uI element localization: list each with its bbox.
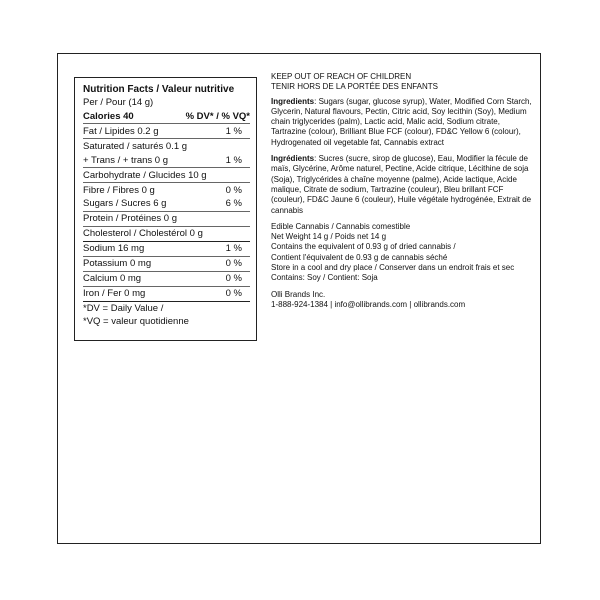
equivalency-english: Contains the equivalent of 0.93 g of dried cannabis / [271,242,456,252]
footnote-dv: *DV = Daily Value / [83,303,164,315]
ingredients-french-list: : Sucres (sucre, sirop de glucose), Eau, Modifier la fécule de maïs, Glycérine, Arôme naturel, Pectine, Acide citrique, Lécithine de soja (Soja), Triglycérides à chaîne moyenne (palme), Acide lactique, Acide malique, Citrate de sodium, Tartrazine (couleur), Bleu brillant FCF (couleur), FD&C Jaune 6 (couleur), Huile végétale hydrogénée, Extrait de cannabis [271,154,532,215]
nutrient-row-calcium [83,272,250,287]
serving-size: Per / Pour (14 g) [83,96,154,108]
nutrient-row-trans [83,153,250,168]
equivalency-french: Contient l'équivalent de 0.93 g de cannabis séché [271,252,448,262]
nutrient-dv: 6 % [225,198,242,210]
nutrient-label: Iron / Fer 0 mg [83,288,146,300]
allergen-statement: Contains: Soy / Contient: Soja [271,273,378,283]
nutrition-title: Nutrition Facts / Valeur nutritive [83,84,235,95]
nutrient-row-fat [83,124,250,139]
dv-header: % DV* / % VQ* [185,110,250,122]
nutrient-label: Saturated / saturés 0.1 g [83,140,188,152]
nutrient-label: Potassium 0 mg [83,258,152,270]
storage-instructions: Store in a cool and dry place / Conserver dans un endroit frais et sec [271,263,515,273]
nutrient-row-fibre [83,183,250,197]
product-label [57,53,541,544]
label-info-text [271,72,536,310]
ingredients-english-label: Ingredients [271,96,315,106]
company-name: Olli Brands Inc. [271,289,326,299]
calories-label: Calories 40 [83,110,134,122]
company-contact: 1-888-924-1384 | info@ollibrands.com | ollibrands.com [271,299,466,309]
ingredients-english-list: : Sugars (sugar, glucose syrup), Water, Modified Corn Starch, Glycerin, Natural flavours, Pectin, Citric acid, Soy lecithin (Soy), Medium chain triglycerides (palm), Lactic acid, Malic acid, Sodium citrate, Tartrazine (colour), Brilliant Blue FCF (colour), FD&C Yellow 6 (colour), Hydrogenated oil vegetable fat, Cannabis extract [271,96,532,147]
nutrient-dv: 1 % [225,243,242,255]
nutrient-row-potassium [83,257,250,272]
nutrient-row-iron [83,287,250,302]
nutrient-dv: 0 % [225,184,242,196]
nutrient-label: Fat / Lipides 0.2 g [83,125,159,137]
ingredients-french [271,154,536,216]
nutrient-row-cholesterol [83,227,250,242]
nutrient-label: Carbohydrate / Glucides 10 g [83,169,207,181]
calories-row [83,109,250,124]
nutrient-row-saturated [83,139,250,153]
nutrient-dv: 0 % [225,288,242,300]
nutrient-row-protein [83,212,250,227]
nutrient-label: Calcium 0 mg [83,273,142,285]
footnote-vq: *VQ = valeur quotidienne [83,315,189,327]
nutrient-label: + Trans / + trans 0 g [83,154,169,166]
nutrient-dv: 0 % [225,258,242,270]
nutrient-label: Fibre / Fibres 0 g [83,184,155,196]
net-weight: Net Weight 14 g / Poids net 14 g [271,232,387,242]
product-class: Edible Cannabis / Cannabis comestible [271,221,411,231]
warning-english: KEEP OUT OF REACH OF CHILDREN [271,72,412,81]
nutrient-label: Cholesterol / Cholestérol 0 g [83,228,203,240]
nutrient-dv: 0 % [225,273,242,285]
nutrition-facts-table [74,77,257,341]
nutrient-label: Sodium 16 mg [83,243,145,255]
ingredients-english [271,97,536,148]
warning-french: TENIR HORS DE LA PORTÉE DES ENFANTS [271,82,438,92]
nutrient-dv: 1 % [225,125,242,137]
nutrient-dv: 1 % [225,154,242,166]
nutrient-label: Protein / Protéines 0 g [83,213,177,225]
nutrient-row-sodium [83,242,250,257]
nutrient-label: Sugars / Sucres 6 g [83,198,167,210]
nutrient-row-carbohydrate [83,168,250,183]
nutrient-row-sugars [83,197,250,212]
ingredients-french-label: Ingrédients [271,154,315,164]
